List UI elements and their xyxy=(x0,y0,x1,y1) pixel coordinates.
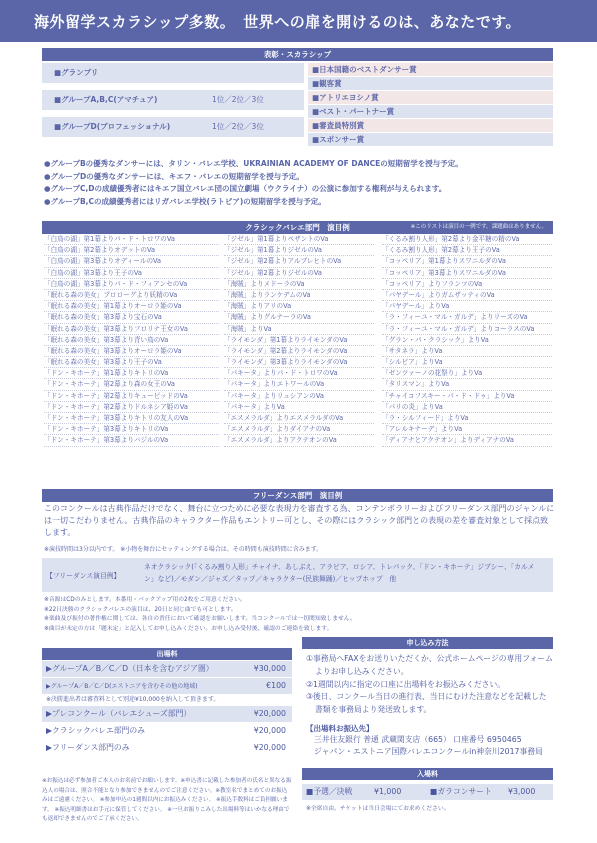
free-description: このコンクールは古典作品だけでなく、舞台に立つために必要な表現力を審査する為、コンテンポラリーおよびフリーダンス部門のジャンルには一切こだわりません。古典作品のキャラクター作品もエントリー可とし、その際にはクラシック部門との表現の差を審査対象として採点致します。 xyxy=(44,504,555,537)
repertoire-item: 「白鳥の湖」第2幕よりオデットのVa xyxy=(44,245,219,256)
fee-price: ¥20,000 xyxy=(253,743,286,752)
repertoire-item: 「ジゼル」第2幕よりジゼルのVa xyxy=(224,268,374,279)
free-example-text: ネオクラシック(「くるみ割り人形」チャイナ、あしぶえ、アラビア、ロシア、トレパック、「ドン・キホーテ」ジプシー、「カルメン」など)／モダン／ジャズ／タップ／キャラクター(民族舞踊)／ヒップホップ 他 xyxy=(144,563,535,583)
awards-section-title: 表彰・スカラシップ xyxy=(42,48,553,61)
fee-row xyxy=(42,723,292,739)
repertoire-item: 「ドン・キホーテ」第3幕よりキトリのVa xyxy=(44,424,219,435)
repertoire-item: 「ゼンツァーノの花祭り」よりVa xyxy=(382,368,552,379)
repertoire-item: 「ドン・キホーテ」第1幕よりキトリのVa xyxy=(44,368,219,379)
classic-note: ※このリストは演目の一例です。課題曲はありません。 xyxy=(410,224,547,230)
award-group-abc xyxy=(42,90,304,110)
repertoire-item: 「ラ・フィーユ・マル・ガルデ」よりリーズのVa xyxy=(382,312,552,323)
free-time-note: ※演技時間は3分以内です。 ※小物を舞台にセッティングする場合は、その時間も演技時間に含みます。 xyxy=(44,546,323,553)
awards-special-list xyxy=(308,63,553,147)
bank-title: 【出場料お振込先】 xyxy=(306,723,374,733)
repertoire-item: 「眠れる森の美女」第3幕より青い鳥のVa xyxy=(44,335,219,346)
repertoire-item: 「ジゼル」第1幕よりジゼルのVa xyxy=(224,245,374,256)
repertoire-item: 「アレルキナーデ」よりVa xyxy=(382,424,552,435)
bank-line: ジャパン・エストニア国際バレエコンクールin神奈川2017事務局 xyxy=(314,746,543,756)
apply-step: ③後日、コンクール当日の進行表、当日にむけた注意などを記載した書類を事務局より発送致します。 xyxy=(306,692,547,715)
bank-details xyxy=(302,734,553,758)
repertoire-item: 「パヤデール」よりVa xyxy=(382,301,552,312)
repertoire-item: 「ドン・キホーテ」第2幕よりキューピッドのVa xyxy=(44,391,219,402)
special-award-item: ■審査員特別賞 xyxy=(308,119,553,132)
repertoire-item: 「眠れる森の美女」プロローグより妖精のVa xyxy=(44,290,219,301)
repertoire-item: 「エスメラルダ」よりエスメラルダのVa xyxy=(224,413,374,424)
fee-price: €100 xyxy=(266,681,286,690)
repertoire-item: 「パキータ」よりエトワールのVa xyxy=(224,379,374,390)
repertoire-item: 「ライモンダ」第1幕よりライモンダのVa xyxy=(224,335,374,346)
fee-price: ¥30,000 xyxy=(253,664,286,673)
ticket-item-price: ¥1,000 xyxy=(374,786,402,796)
repertoire-item: 「白鳥の湖」第3幕よりオディールのVa xyxy=(44,256,219,267)
ticket-note: ※全席自由。チケットは当日会場にてお求めください。 xyxy=(306,805,450,812)
repertoire-item: 「海賊」よりメドーラのVa xyxy=(224,279,374,290)
special-award-item: ■観客賞 xyxy=(308,77,553,90)
award-places: 1位／2位／3位 xyxy=(212,95,264,104)
fee-panel xyxy=(42,648,292,756)
repertoire-item: 「眠れる森の美女」第1幕よりオーロラ姫のVa xyxy=(44,301,219,312)
ticket-item-label: ■予選／決戦 xyxy=(306,786,353,796)
repertoire-item: 「コッペリア」第3幕よりスワニルダのVa xyxy=(382,268,552,279)
free-note-line: ※音源はCDのみとします。本番用・バックアップ用の2枚をご用意ください。 xyxy=(44,597,246,603)
repertoire-column-1 xyxy=(44,234,219,447)
repertoire-item: 「パキータ」よりリュシアンのVa xyxy=(224,391,374,402)
ticket-item-price: ¥3,000 xyxy=(508,786,536,796)
award-label: ■グランプリ xyxy=(54,68,99,77)
repertoire-item: 「眠れる森の美女」第3幕より宝石のVa xyxy=(44,312,219,323)
repertoire-item: 「コッペリア」第1幕よりスワニルダのVa xyxy=(382,256,552,267)
fee-label: ▶グループA／B／C／D(エストニアを含むその他の地域) xyxy=(46,683,198,690)
repertoire-item: 「パヤデール」よりガムザッティのVa xyxy=(382,290,552,301)
scholarship-notes xyxy=(44,158,559,208)
special-award-item: ■スポンサー賞 xyxy=(308,133,553,146)
repertoire-item: 「ジゼル」第1幕よりペザントのVa xyxy=(224,234,374,245)
repertoire-item: 「眠れる森の美女」第3幕よりオーロラ姫のVa xyxy=(44,346,219,357)
repertoire-item: 「白鳥の湖」第1幕よりパ・ド・トロワのVa xyxy=(44,234,219,245)
apply-step: ①事務局へFAXをお送りいただくか、公式ホームページの専用フォームよりお申し込みください。 xyxy=(306,654,553,676)
repertoire-item: 「コッペリア」よりフランツのVa xyxy=(382,279,552,290)
award-group-d xyxy=(42,117,304,137)
repertoire-item: 「ディアナとアクテオン」よりディアナのVa xyxy=(382,435,552,446)
page-header-banner: 海外留学スカラシップ多数。 世界への扉を開けるのは、あなたです。 xyxy=(0,0,597,42)
fee-section-title: 出場料 xyxy=(42,648,292,660)
repertoire-item: 「白鳥の湖」第3幕よりパ・ド・フィアンセのVa xyxy=(44,279,219,290)
free-note-line: ※楽曲及び振付の著作権に関しては、各自の責任において確認をお願いします。当コンクールでは一切関知致しません。 xyxy=(44,616,356,622)
repertoire-item: 「ドン・キホーテ」第2幕より森の女王のVa xyxy=(44,379,219,390)
repertoire-item: 「シルビア」よりVa xyxy=(382,357,552,368)
repertoire-item: 「チャイコフスキー・パ・ド・ドゥ」よりVa xyxy=(382,391,552,402)
free-example-label: 【フリーダンス演目例】 xyxy=(46,572,121,580)
repertoire-item: 「パリの炎」よりVa xyxy=(382,402,552,413)
free-notes xyxy=(44,596,556,634)
scholarship-note: ●グループDの優秀なダンサーには、キエフ・バレエの短期留学を授与予定。 xyxy=(44,171,304,181)
free-note-line: ※曲目が未定の方は「題未定」と記入してお申し込みください。お申し込み受付後、確認のご連絡を致します。 xyxy=(44,625,333,632)
repertoire-item: 「くるみ割り人形」第2幕より金平糖の精のVa xyxy=(382,234,552,245)
apply-panel xyxy=(302,637,553,812)
fee-price: ¥20,000 xyxy=(253,709,286,718)
awards-main-list xyxy=(42,63,304,144)
repertoire-item: 「ドン・キホーテ」第3幕よりバジルのVa xyxy=(44,435,219,446)
repertoire-item: 「眠れる森の美女」第3幕より王子のVa xyxy=(44,357,219,368)
repertoire-item: 「眠れる森の美女」第3幕よりフロリナ王女のVa xyxy=(44,324,219,335)
scholarship-note: ●グループB,Cの成績優秀者にはリガバレエ学校(ラトビア)の短期留学を授与予定。 xyxy=(44,196,326,206)
ticket-prices xyxy=(302,784,553,800)
fee-payment-notes: ※お振込は必ず参加者ご本人のお名前でお願いします。※申込書に記載した参加者の氏名と異なる振込人の場合は、照合不能となり参加できませんのでご注意ください。※教室名でまとめてのお振込みはご遠慮ください。 ※参加申込の1週間以内にお振込みください。 ※振込手数料はご負担願います。 ※振込明細書はお手元に保管してください。 ※一旦お振りこみした出場料等はいかなる理由でも返却できませんのでご了承ください。 xyxy=(42,778,292,822)
bank-line: 三井住友銀行 普通 武蔵関支店（665） 口座番号 6950465 xyxy=(314,734,522,744)
repertoire-item: 「ドン・キホーテ」第3幕よりキトリの友人のVa xyxy=(44,413,219,424)
ticket-item-label: ■ガラコンサート xyxy=(430,786,492,796)
classic-title-text: クラシックバレエ部門 演目例 xyxy=(245,223,350,232)
repertoire-item: 「ドン・キホーテ」第2幕よりドルネシア姫のVa xyxy=(44,402,219,413)
apply-section-title: 申し込み方法 xyxy=(302,637,553,649)
repertoire-item: 「ジゼル」第2幕よりアルブレヒトのVa xyxy=(224,256,374,267)
fee-label: ▶クラシックバレエ部門のみ xyxy=(46,726,145,735)
award-label: ■グループD(プロフェッショナル) xyxy=(54,122,171,131)
free-note-line: ※22日決勝のクラシックバレエの演目は、20日と同じ曲でも可とします。 xyxy=(44,606,237,613)
repertoire-item: 「エスメラルダ」よりアクテオンのVa xyxy=(224,435,374,446)
repertoire-item: 「海賊」よりアリのVa xyxy=(224,301,374,312)
special-award-item: ■アトリエヨシノ賞 xyxy=(308,91,553,104)
award-grandprix xyxy=(42,63,304,83)
fee-row xyxy=(42,678,292,694)
repertoire-item: 「パキータ」よりVa xyxy=(224,402,374,413)
repertoire-column-2 xyxy=(224,234,374,447)
repertoire-item: 「ライモンダ」第2幕よりライモンダのVa xyxy=(224,346,374,357)
special-award-item: ■ベスト・パートナー賞 xyxy=(308,105,553,118)
apply-step: ②1週間以内に指定の口座に出場料をお振込みください。 xyxy=(306,679,506,689)
repertoire-item: 「パキータ」よりパ・ド・トロワのVa xyxy=(224,368,374,379)
fee-row xyxy=(42,661,292,677)
award-places: 1位／2位／3位 xyxy=(212,122,264,131)
finalist-fee-note: ※決勝進出者は審査料として別途¥10,000を納入して頂きます。 xyxy=(46,696,220,703)
scholarship-note: ●グループC,Dの成績優秀者にはキエフ国立バレエ団の国立劇場（ウクライナ）の公演に参加する権利が与えられます。 xyxy=(44,184,447,193)
repertoire-item: 「くるみ割り人形」第2幕より王子のVa xyxy=(382,245,552,256)
repertoire-item: 「ライモンダ」第3幕よりライモンダのVa xyxy=(224,357,374,368)
repertoire-item: 「エスメラルダ」よりダイアナのVa xyxy=(224,424,374,435)
repertoire-item: 「ラ・フィーユ・マル・ガルデ」よりコーラスのVa xyxy=(382,324,552,335)
fee-row xyxy=(42,706,292,722)
fee-label: ▶グループA／B／C／D（日本を含むアジア圏） xyxy=(46,664,214,673)
fee-label: ▶プレコンクール（バレエシューズ部門） xyxy=(46,709,192,718)
repertoire-item: 「白鳥の湖」第3幕より王子のVa xyxy=(44,268,219,279)
repertoire-item: 「サタネラ」よりVa xyxy=(382,346,552,357)
repertoire-item: 「海賊」よりグルナーラのVa xyxy=(224,312,374,323)
free-section-title: フリーダンス部門 演目例 xyxy=(42,489,553,502)
repertoire-item: 「ラ・シルフィード」よりVa xyxy=(382,413,552,424)
repertoire-item: 「タリスマン」よりVa xyxy=(382,379,552,390)
classic-section-title xyxy=(42,221,553,234)
repertoire-item: 「海賊」よりVa xyxy=(224,324,374,335)
scholarship-note: ●グループBの優秀なダンサーには、タリン・バレエ学校、UKRAINIAN ACADEMY OF DANCEの短期留学を授与予定。 xyxy=(44,159,463,168)
fee-row xyxy=(42,740,292,756)
apply-steps xyxy=(302,653,553,717)
free-example-box xyxy=(42,558,553,592)
fee-price: ¥20,000 xyxy=(253,726,286,735)
ticket-section-title: 入場料 xyxy=(302,768,553,780)
fee-label: ▶フリーダンス部門のみ xyxy=(46,743,130,752)
repertoire-item: 「海賊」よりランケデムのVa xyxy=(224,290,374,301)
repertoire-column-3 xyxy=(382,234,552,447)
special-award-item: ■日本国籍のベストダンサー賞 xyxy=(308,63,553,76)
award-label: ■グループA,B,C(アマチュア) xyxy=(54,95,158,104)
repertoire-item: 「グラン・パ・クラシック」よりVa xyxy=(382,335,552,346)
